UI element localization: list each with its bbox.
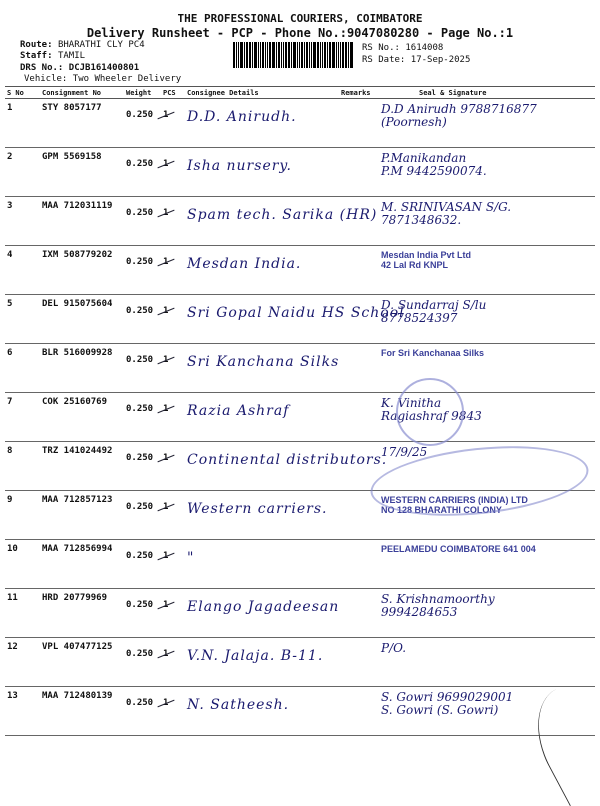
table-row	[5, 687, 595, 736]
row-consignee	[185, 540, 339, 589]
row-pcs	[161, 393, 185, 442]
consignee-handwriting: Isha nursery.	[187, 158, 292, 174]
signature-line-2: 7871348632.	[381, 213, 462, 227]
row-pcs	[161, 99, 185, 148]
row-remarks	[339, 99, 379, 148]
signature-line-2: S. Gowri (S. Gowri)	[381, 703, 499, 717]
barcode-bar	[317, 42, 319, 68]
rs-no-value: 1614008	[405, 43, 444, 53]
row-signature	[379, 589, 595, 638]
barcode-bar	[311, 42, 312, 68]
barcode-bar	[299, 42, 300, 68]
row-weight: 0.250	[124, 589, 161, 638]
barcode-bar	[332, 42, 335, 68]
barcode-bar	[340, 42, 341, 68]
row-consignee	[185, 344, 339, 393]
row-consignment-no: STY 8057177	[40, 99, 124, 148]
row-sno: 13	[5, 687, 40, 736]
table-row	[5, 197, 595, 246]
route-line	[20, 40, 145, 50]
runsheet-subtitle: Delivery Runsheet - PCP - Phone No.:9047080280 - Page No.:1	[86, 26, 514, 40]
col-sno: S No	[5, 87, 40, 99]
signature-line-2: (Poornesh)	[381, 115, 447, 129]
barcode-bar	[238, 42, 239, 68]
consignee-handwriting: Razia Ashraf	[187, 403, 290, 419]
col-seal-signature: Seal & Signature	[379, 87, 595, 99]
signature-line-1: K. Vinitha	[381, 396, 442, 410]
row-remarks	[339, 295, 379, 344]
row-sno: 11	[5, 589, 40, 638]
rs-date-line	[362, 55, 470, 65]
table-header-row	[5, 87, 595, 99]
table-row	[5, 344, 595, 393]
row-consignee	[185, 393, 339, 442]
consignee-handwriting: Sri Kanchana Silks	[187, 354, 340, 370]
signature-line-1: D.D Anirudh 9788716877	[381, 102, 537, 116]
barcode-bar	[306, 42, 308, 68]
row-weight: 0.250	[124, 99, 161, 148]
barcode-bar	[252, 42, 253, 68]
rs-no-label: RS No.:	[362, 43, 400, 53]
barcode-bar	[293, 42, 296, 68]
row-weight: 0.250	[124, 540, 161, 589]
barcode-bar	[240, 42, 243, 68]
row-consignee	[185, 246, 339, 295]
row-sno: 9	[5, 491, 40, 540]
signature-line-1: D. Sundarraj S/lu	[381, 298, 487, 312]
consignee-handwriting: Elango Jagadeesan	[187, 599, 340, 615]
row-pcs	[161, 540, 185, 589]
col-consignee-details: Consignee Details	[185, 87, 339, 99]
row-consignee	[185, 99, 339, 148]
row-consignee	[185, 295, 405, 344]
barcode-bar	[348, 42, 349, 68]
row-consignment-no: MAA 712857123	[40, 491, 124, 540]
signature-line-1: P.Manikandan	[381, 151, 467, 165]
drs-line	[20, 63, 139, 73]
table-row	[5, 99, 595, 148]
row-weight: 0.250	[124, 393, 161, 442]
row-remarks	[339, 148, 379, 197]
row-remarks	[339, 687, 379, 736]
row-weight: 0.250	[124, 197, 161, 246]
row-weight: 0.250	[124, 148, 161, 197]
row-signature	[379, 246, 595, 295]
rs-date-value: 17-Sep-2025	[410, 55, 471, 65]
row-remarks	[339, 589, 379, 638]
consignee-handwriting: Spam tech. Sarika (HR)	[187, 207, 378, 223]
table-row	[5, 540, 595, 589]
row-sno: 1	[5, 99, 40, 148]
consignee-handwriting: D.D. Anirudh.	[187, 109, 297, 125]
barcode-bar	[338, 42, 339, 68]
row-consignee	[185, 491, 339, 540]
table-row	[5, 295, 595, 344]
row-remarks	[339, 197, 379, 246]
barcode-bar	[258, 42, 259, 68]
row-weight: 0.250	[124, 246, 161, 295]
route-label: Route:	[20, 40, 53, 50]
table-row	[5, 148, 595, 197]
col-pcs: PCS	[161, 87, 185, 99]
barcode-bar	[285, 42, 287, 68]
row-consignment-no: DEL 915075604	[40, 295, 124, 344]
barcode-bar	[249, 42, 251, 68]
row-consignment-no: TRZ 141024492	[40, 442, 124, 491]
row-sno: 7	[5, 393, 40, 442]
row-signature	[379, 99, 595, 148]
row-consignment-no: VPL 407477125	[40, 638, 124, 687]
barcode-bar	[276, 42, 277, 68]
row-sno: 8	[5, 442, 40, 491]
row-sno: 6	[5, 344, 40, 393]
consignee-handwriting: Continental distributors.	[187, 452, 388, 468]
row-remarks	[339, 344, 379, 393]
signature-line-1: WESTERN CARRIERS (INDIA) LTD	[381, 495, 528, 505]
signature-line-2: 9994284653	[381, 605, 458, 619]
barcode-bar	[291, 42, 292, 68]
consignee-handwriting: Mesdan India.	[187, 256, 302, 272]
barcode-bar	[336, 42, 337, 68]
row-consignee	[185, 148, 339, 197]
consignee-handwriting: Sri Gopal Naidu HS School	[187, 305, 405, 321]
row-signature	[379, 638, 595, 687]
row-remarks	[339, 638, 379, 687]
signature-line-2: 42 Lal Rd KNPL	[381, 260, 449, 270]
signature-line-1: S. Gowri 9699029001	[381, 690, 514, 704]
signature-line-1: PEELAMEDU COIMBATORE 641 004	[381, 544, 536, 554]
signature-line-1: M. SRINIVASAN S/G.	[381, 200, 512, 214]
col-weight: Weight	[124, 87, 161, 99]
barcode-bar	[246, 42, 248, 68]
table-row	[5, 638, 595, 687]
consignee-handwriting: V.N. Jalaja. B-11.	[187, 648, 324, 664]
barcode-bar	[288, 42, 290, 68]
vehicle-line	[24, 74, 181, 84]
row-weight: 0.250	[124, 344, 161, 393]
row-weight: 0.250	[124, 687, 161, 736]
barcode-bar	[278, 42, 280, 68]
barcode-bar	[309, 42, 310, 68]
signature-line-2: NO 128 BHARATHI COLONY	[381, 505, 502, 515]
barcode-bar	[350, 42, 353, 68]
row-pcs	[161, 638, 185, 687]
signature-line-2: 8778524397	[381, 311, 458, 325]
row-signature	[379, 197, 595, 246]
barcode-bar	[324, 42, 326, 68]
barcode-bar	[342, 42, 344, 68]
row-consignment-no: MAA 712031119	[40, 197, 124, 246]
barcode-bar	[269, 42, 271, 68]
signature-line-2: Ragiashraf 9843	[381, 409, 482, 423]
barcode-bar	[272, 42, 275, 68]
barcode-bar	[260, 42, 261, 68]
row-pcs	[161, 197, 185, 246]
signature-line-1: Mesdan India Pvt Ltd	[381, 250, 472, 260]
row-pcs	[161, 687, 185, 736]
row-consignee	[185, 197, 378, 246]
drs-label: DRS No.:	[20, 63, 64, 73]
row-weight: 0.250	[124, 638, 161, 687]
rs-date-label: RS Date:	[362, 55, 406, 65]
row-weight: 0.250	[124, 295, 161, 344]
row-sno: 10	[5, 540, 40, 589]
barcode-bar	[327, 42, 328, 68]
row-sno: 3	[5, 197, 40, 246]
barcode-bar	[322, 42, 323, 68]
row-sno: 12	[5, 638, 40, 687]
row-consignment-no: MAA 712856994	[40, 540, 124, 589]
row-consignment-no: MAA 712480139	[40, 687, 124, 736]
row-consignment-no: GPM 5569158	[40, 148, 124, 197]
row-weight: 0.250	[124, 491, 161, 540]
round-stamp	[396, 378, 464, 446]
signature-line-1: For Sri Kanchanaa Silks	[381, 348, 485, 358]
row-pcs	[161, 148, 185, 197]
barcode-bar	[329, 42, 331, 68]
vehicle-label: Vehicle:	[24, 74, 68, 84]
table-row	[5, 589, 595, 638]
company-title: THE PROFESSIONAL COURIERS, COIMBATORE	[177, 12, 423, 25]
barcode-bar	[301, 42, 303, 68]
runsheet-table	[5, 86, 595, 736]
row-pcs	[161, 442, 185, 491]
row-sno: 4	[5, 246, 40, 295]
barcode-bar	[313, 42, 316, 68]
route-value: BHARATHI CLY PC4	[57, 40, 145, 50]
barcode-bar	[281, 42, 282, 68]
drs-value: DCJB161400801	[68, 63, 140, 73]
rs-no-line	[362, 43, 443, 53]
signature-line-1: S. Krishnamoorthy	[381, 592, 495, 606]
signature-line-1: 17/9/25	[381, 445, 428, 459]
consignee-handwriting: "	[187, 550, 195, 566]
barcode-bar	[254, 42, 257, 68]
row-consignment-no: BLR 516009928	[40, 344, 124, 393]
signature-line-1: P/O.	[381, 641, 407, 655]
barcode-bar	[297, 42, 298, 68]
barcode-bar	[304, 42, 305, 68]
row-signature	[379, 148, 595, 197]
barcode-bar	[236, 42, 237, 68]
row-sno: 5	[5, 295, 40, 344]
staff-value: TAMIL	[57, 51, 86, 61]
staff-line	[20, 51, 85, 61]
barcode-bar	[233, 42, 235, 68]
row-consignment-no: COK 25160769	[40, 393, 124, 442]
row-remarks	[339, 540, 379, 589]
barcode-bar	[283, 42, 284, 68]
row-signature	[379, 540, 595, 589]
vehicle-value: Two Wheeler Delivery	[72, 74, 182, 84]
row-consignment-no: IXM 508779202	[40, 246, 124, 295]
row-signature	[379, 295, 595, 344]
row-remarks	[339, 246, 379, 295]
col-consignment-no: Consignment No	[40, 87, 124, 99]
row-pcs	[161, 589, 185, 638]
barcode-bar	[345, 42, 347, 68]
barcode-bar	[320, 42, 321, 68]
row-consignee	[185, 687, 339, 736]
barcode-bar	[265, 42, 266, 68]
barcode-bar	[267, 42, 268, 68]
row-remarks	[339, 393, 379, 442]
barcode-bar	[244, 42, 245, 68]
row-consignee	[185, 589, 339, 638]
row-weight: 0.250	[124, 442, 161, 491]
row-pcs	[161, 246, 185, 295]
table-row	[5, 246, 595, 295]
barcode-bar	[262, 42, 264, 68]
row-pcs	[161, 295, 185, 344]
table-row	[5, 393, 595, 442]
barcode-image	[233, 42, 357, 68]
consignee-handwriting: N. Satheesh.	[187, 697, 290, 713]
consignee-handwriting: Western carriers.	[187, 501, 328, 517]
signature-line-2: P.M 9442590074.	[381, 164, 487, 178]
row-pcs	[161, 491, 185, 540]
staff-label: Staff:	[20, 51, 53, 61]
row-consignee	[185, 442, 388, 491]
row-pcs	[161, 344, 185, 393]
row-sno: 2	[5, 148, 40, 197]
row-consignment-no: HRD 20779969	[40, 589, 124, 638]
col-remarks: Remarks	[339, 87, 379, 99]
row-consignee	[185, 638, 339, 687]
